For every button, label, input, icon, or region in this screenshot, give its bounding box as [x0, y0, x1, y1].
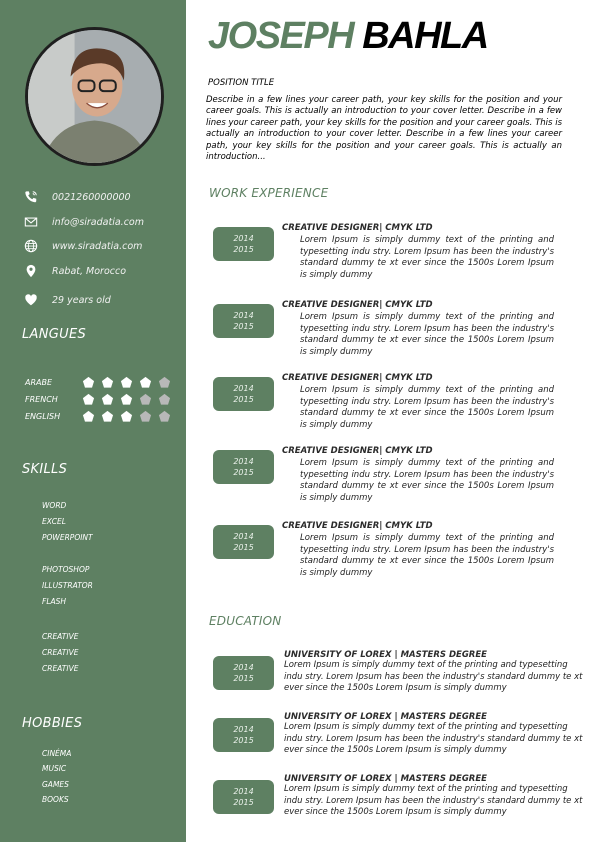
- skill-item: PHOTOSHOP: [42, 565, 90, 574]
- rating-dot-filled: [101, 393, 114, 406]
- rating-dot-empty: [139, 393, 152, 406]
- rating-dot-empty: [158, 410, 171, 423]
- skill-item: CREATIVE: [42, 664, 79, 673]
- degree-description: Lorem Ipsum is simply dummy text of the printing and typesetting indu stry. Lorem Ipsum has been the industry's standard dummy te xt ever since the 1500s Lorem Ipsum is simply dummy: [284, 660, 583, 694]
- contact-email: [22, 215, 144, 229]
- first-name: JOSEPH: [208, 15, 354, 57]
- skill-item: ILLUSTRATOR: [42, 581, 93, 590]
- language-name: ARABE: [25, 378, 53, 387]
- date-start: 2014: [233, 532, 254, 541]
- last-name: BAHLA: [362, 15, 488, 57]
- profile-photo: [25, 27, 164, 166]
- date-end: 2015: [233, 543, 254, 552]
- date-end: 2015: [233, 736, 254, 745]
- website-url: www.siradatia.com: [52, 240, 143, 252]
- job-description: Lorem Ipsum is simply dummy text of the printing and typesetting indu stry. Lorem Ipsum has been the industry's standard dummy te xt ever since the 1500s Lorem Ipsum is simply dummy: [300, 235, 554, 280]
- degree-title: UNIVERSITY OF LOREX | MASTERS DEGREE: [284, 650, 487, 660]
- date-badge: [213, 227, 274, 261]
- date-end: 2015: [233, 798, 254, 807]
- rating-dot-filled: [120, 410, 133, 423]
- rating-dot-filled: [82, 376, 95, 389]
- language-row: [25, 393, 171, 406]
- job-description: Lorem Ipsum is simply dummy text of the printing and typesetting indu stry. Lorem Ipsum has been the industry's standard dummy te xt ever since the 1500s Lorem Ipsum is simply dummy: [300, 533, 554, 578]
- skill-item: WORD: [42, 501, 67, 510]
- date-end: 2015: [233, 322, 254, 331]
- date-start: 2014: [233, 725, 254, 734]
- intro-paragraph: Describe in a few lines your career path, your key skills for the position and your career goals. This is actually an introduction to your cover letter. Describe in a few lines your career path, your key skills for the position and your career goals. This is actually an introduction to your cover letter. Describe in a few lines your career path, your key skills for the position and your career goals. This is actually an introduction...: [206, 95, 562, 163]
- language-name: FRENCH: [25, 395, 58, 404]
- position-title: POSITION TITLE: [208, 78, 275, 88]
- skill-item: EXCEL: [42, 517, 66, 526]
- work-experience-title: WORK EXPERIENCE: [209, 186, 329, 200]
- date-start: 2014: [233, 663, 254, 672]
- full-name: [208, 15, 488, 58]
- hobby-item: CINÉMA: [42, 749, 72, 758]
- job-title: CREATIVE DESIGNER| CMYK LTD: [282, 300, 433, 310]
- hobbies-title: HOBBIES: [22, 716, 83, 731]
- date-badge: [213, 780, 274, 814]
- contact-location: [22, 264, 126, 278]
- job-description: Lorem Ipsum is simply dummy text of the printing and typesetting indu stry. Lorem Ipsum has been the industry's standard dummy te xt ever since the 1500s Lorem Ipsum is simply dummy: [300, 312, 554, 357]
- contact-age: [22, 293, 111, 307]
- job-title: CREATIVE DESIGNER| CMYK LTD: [282, 373, 433, 383]
- main-content: [186, 0, 596, 842]
- language-name: ENGLISH: [25, 412, 61, 421]
- job-title: CREATIVE DESIGNER| CMYK LTD: [282, 521, 433, 531]
- date-end: 2015: [233, 395, 254, 404]
- job-description: Lorem Ipsum is simply dummy text of the printing and typesetting indu stry. Lorem Ipsum has been the industry's standard dummy te xt ever since the 1500s Lorem Ipsum is simply dummy: [300, 385, 554, 430]
- skill-item: FLASH: [42, 597, 67, 606]
- skill-item: CREATIVE: [42, 648, 79, 657]
- phone-icon: [22, 190, 40, 204]
- location-text: Rabat, Morocco: [52, 265, 127, 277]
- date-start: 2014: [233, 384, 254, 393]
- date-badge: [213, 304, 274, 338]
- job-title: CREATIVE DESIGNER| CMYK LTD: [282, 446, 433, 456]
- language-row: [25, 410, 171, 423]
- skill-item: CREATIVE: [42, 632, 79, 641]
- language-rating: [82, 376, 171, 389]
- contact-website: [22, 239, 142, 253]
- rating-dot-filled: [101, 410, 114, 423]
- degree-description: Lorem Ipsum is simply dummy text of the printing and typesetting indu stry. Lorem Ipsum has been the industry's standard dummy te xt ever since the 1500s Lorem Ipsum is simply dummy: [284, 722, 583, 756]
- date-start: 2014: [233, 234, 254, 243]
- date-start: 2014: [233, 787, 254, 796]
- education-title: EDUCATION: [209, 614, 282, 628]
- date-badge: [213, 718, 274, 752]
- skill-item: POWERPOINT: [42, 533, 93, 542]
- age-text: 29 years old: [52, 294, 111, 306]
- degree-description: Lorem Ipsum is simply dummy text of the printing and typesetting indu stry. Lorem Ipsum has been the industry's standard dummy te xt ever since the 1500s Lorem Ipsum is simply dummy: [284, 784, 583, 818]
- rating-dot-filled: [120, 376, 133, 389]
- rating-dot-filled: [82, 410, 95, 423]
- rating-dot-empty: [139, 410, 152, 423]
- language-rating: [82, 393, 171, 406]
- languages-title: LANGUES: [22, 327, 87, 342]
- rating-dot-filled: [120, 393, 133, 406]
- hobby-item: BOOKS: [42, 795, 69, 804]
- job-title: CREATIVE DESIGNER| CMYK LTD: [282, 223, 433, 233]
- phone-number: 0021260000000⁠: [52, 191, 131, 203]
- rating-dot-empty: [158, 376, 171, 389]
- date-end: 2015: [233, 674, 254, 683]
- language-row: [25, 376, 171, 389]
- language-rating: [82, 410, 171, 423]
- contact-phone: [22, 190, 131, 204]
- degree-title: UNIVERSITY OF LOREX | MASTERS DEGREE: [284, 712, 487, 722]
- skills-title: SKILLS: [22, 462, 68, 477]
- degree-title: UNIVERSITY OF LOREX | MASTERS DEGREE: [284, 774, 487, 784]
- rating-dot-empty: [158, 393, 171, 406]
- date-start: 2014: [233, 311, 254, 320]
- date-badge: [213, 377, 274, 411]
- rating-dot-filled: [139, 376, 152, 389]
- rating-dot-filled: [101, 376, 114, 389]
- heart-icon: [22, 293, 40, 307]
- rating-dot-filled: [82, 393, 95, 406]
- sidebar: [0, 0, 186, 842]
- job-description: Lorem Ipsum is simply dummy text of the printing and typesetting indu stry. Lorem Ipsum has been the industry's standard dummy te xt ever since the 1500s Lorem Ipsum is simply dummy: [300, 458, 554, 503]
- date-badge: [213, 525, 274, 559]
- date-start: 2014: [233, 457, 254, 466]
- location-pin-icon: [22, 264, 40, 278]
- email-address: info@siradatia.com: [52, 216, 144, 228]
- globe-icon: [22, 239, 40, 253]
- date-badge: [213, 450, 274, 484]
- envelope-icon: [22, 215, 40, 229]
- hobby-item: MUSIC: [42, 764, 67, 773]
- hobby-item: GAMES: [42, 780, 69, 789]
- date-end: 2015: [233, 468, 254, 477]
- date-badge: [213, 656, 274, 690]
- date-end: 2015: [233, 245, 254, 254]
